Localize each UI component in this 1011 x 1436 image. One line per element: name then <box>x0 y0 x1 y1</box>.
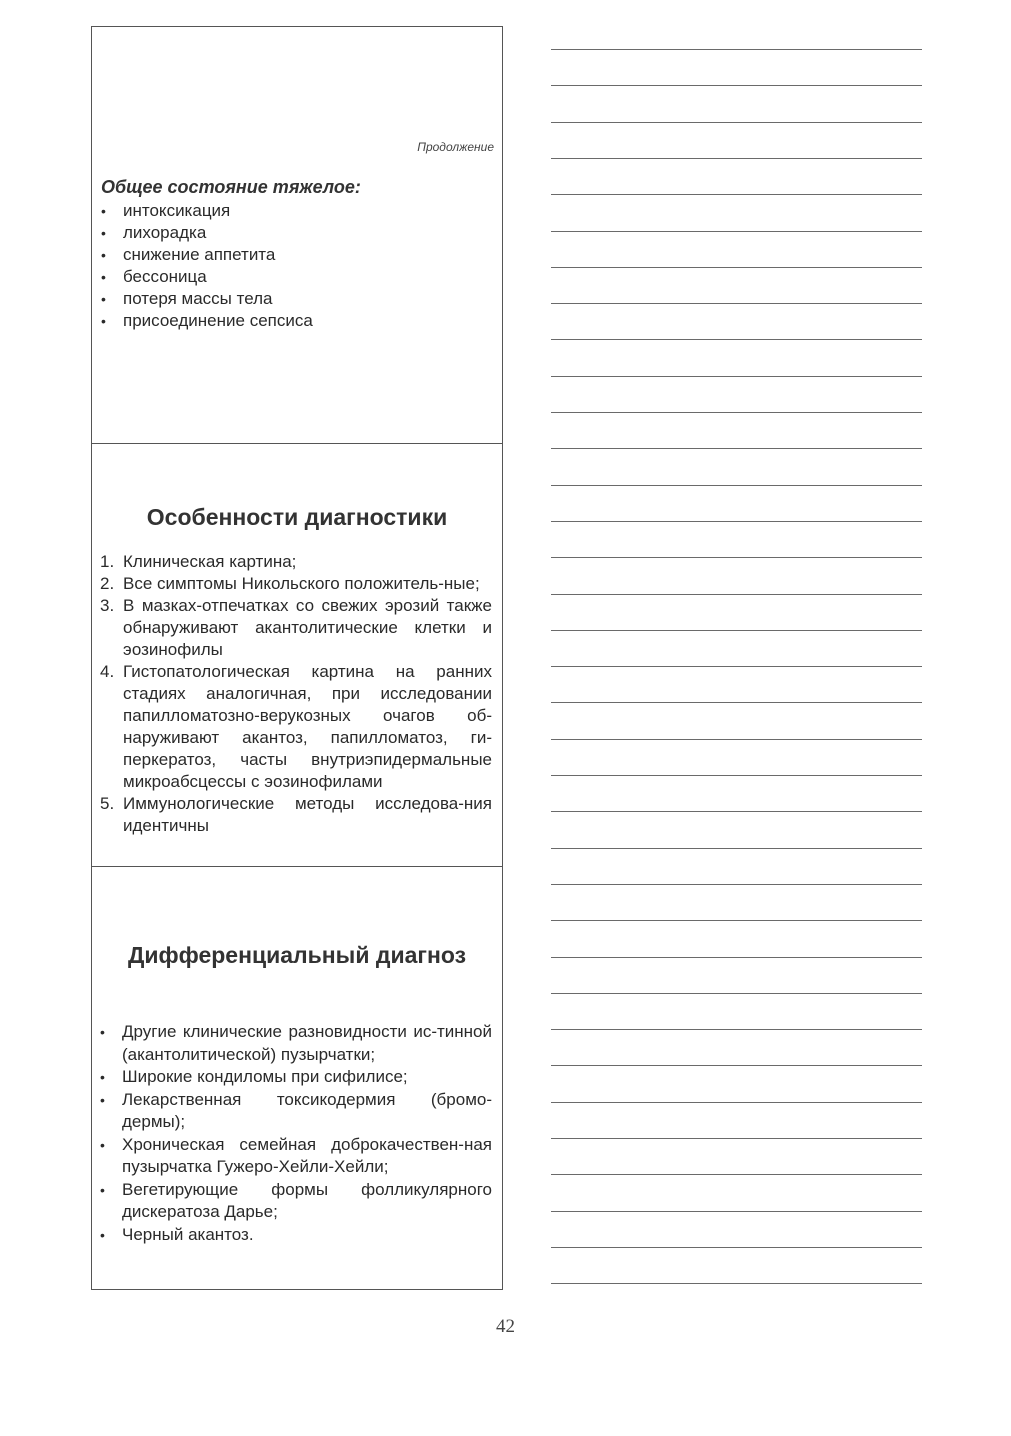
list-item <box>100 595 492 661</box>
note-line <box>551 1138 922 1139</box>
item-number: 1. <box>100 552 115 571</box>
note-line <box>551 957 922 958</box>
differential-list <box>98 1021 492 1246</box>
note-line <box>551 775 922 776</box>
continued-label: Продолжение <box>417 140 494 154</box>
list-item: • потеря массы тела <box>101 288 313 310</box>
diagnostics-list <box>100 551 492 837</box>
note-line <box>551 1102 922 1103</box>
list-item: • Другие клинические разновидности ис-тинной (акантолитической) пузырчатки; <box>98 1021 492 1066</box>
differential-section <box>92 867 502 1289</box>
note-line <box>551 920 922 921</box>
note-line <box>551 666 922 667</box>
list-item: • интоксикация <box>101 200 313 222</box>
item-text: В мазках-отпечатках со свежих эрозий также обнаруживают акантолитические клетки и эозинофилы <box>123 596 492 659</box>
note-line <box>551 485 922 486</box>
note-line <box>551 194 922 195</box>
note-line <box>551 739 922 740</box>
note-line <box>551 702 922 703</box>
note-line <box>551 993 922 994</box>
note-line <box>551 1065 922 1066</box>
list-item: • бессоница <box>101 266 313 288</box>
item-number: 5. <box>100 794 115 813</box>
note-line <box>551 231 922 232</box>
differential-heading: Дифференциальный диагноз <box>127 942 467 968</box>
list-item: • Лекарственная токсикодермия (бромо-дермы); <box>98 1089 492 1134</box>
item-text: Клиническая картина; <box>123 552 297 571</box>
note-line <box>551 267 922 268</box>
list-item: • снижение аппетита <box>101 244 313 266</box>
list-item <box>100 573 492 595</box>
note-line <box>551 85 922 86</box>
note-line <box>551 884 922 885</box>
note-line <box>551 376 922 377</box>
item-text: Все симптомы Никольского положитель-ные; <box>123 574 480 593</box>
page-number: 42 <box>496 1316 515 1337</box>
list-item: • Вегетирующие формы фолликулярного дискератоза Дарье; <box>98 1179 492 1224</box>
note-line <box>551 848 922 849</box>
note-line <box>551 1174 922 1175</box>
note-line <box>551 521 922 522</box>
general-condition-section <box>92 27 502 444</box>
note-line <box>551 448 922 449</box>
list-item <box>100 551 492 573</box>
note-line <box>551 122 922 123</box>
note-line <box>551 1211 922 1212</box>
item-number: 3. <box>100 596 115 615</box>
list-item: • Черный акантоз. <box>98 1224 492 1247</box>
item-text: Гистопатологическая картина на ранних стадиях аналогичная, при исследовании папилломатозно-верукозных очагов об-наруживают акантоз, папилломатоз, ги-перкератоз, часты внутриэпидермальные микроабсцессы с эозинофилами <box>123 662 492 791</box>
item-text: Иммунологические методы исследова-ния идентичны <box>123 794 492 835</box>
note-line <box>551 303 922 304</box>
content-frame <box>91 26 503 1290</box>
note-line <box>551 412 922 413</box>
list-item <box>100 793 492 837</box>
diagnostics-section <box>92 444 502 867</box>
list-item: • Хроническая семейная доброкачествен-ная пузырчатка Гужеро-Хейли-Хейли; <box>98 1134 492 1179</box>
note-line <box>551 557 922 558</box>
note-line <box>551 594 922 595</box>
general-condition-title: Общее состояние тяжелое: <box>101 177 361 197</box>
note-line <box>551 158 922 159</box>
note-line <box>551 339 922 340</box>
note-line <box>551 811 922 812</box>
note-line <box>551 630 922 631</box>
general-condition-list <box>101 200 313 332</box>
note-line <box>551 1029 922 1030</box>
note-line <box>551 1283 922 1284</box>
item-number: 2. <box>100 574 115 593</box>
diagnostics-heading: Особенности диагностики <box>146 504 448 530</box>
list-item: • лихорадка <box>101 222 313 244</box>
item-number: 4. <box>100 662 115 681</box>
list-item: • Широкие кондиломы при сифилисе; <box>98 1066 492 1089</box>
note-line <box>551 49 922 50</box>
list-item: • присоединение сепсиса <box>101 310 313 332</box>
note-line <box>551 1247 922 1248</box>
list-item <box>100 661 492 793</box>
